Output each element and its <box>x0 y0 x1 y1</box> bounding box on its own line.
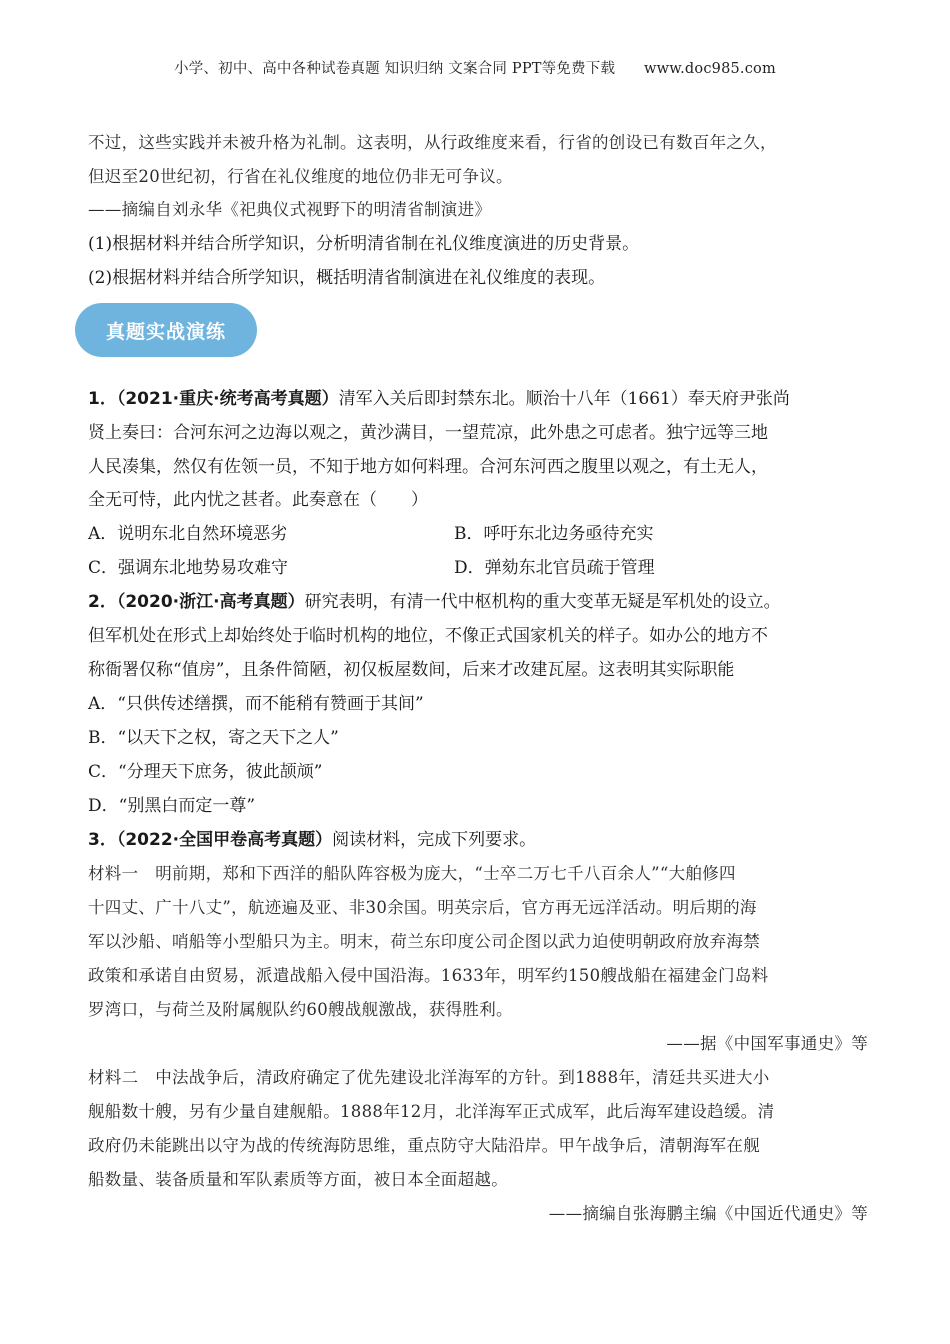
question-tag: （2022·全国甲卷高考真题） <box>116 830 333 850</box>
page-header <box>0 57 950 78</box>
option-a[interactable]: A．“只供传述缮撰，而不能稍有赞画于其间” <box>88 694 424 714</box>
question-text: 称衙署仅称“值房”，且条件简陋，初仅板屋数间，后来才改建瓦屋。这表明其实际职能 <box>88 660 735 680</box>
question-text: 但军机处在形式上却始终处于临时机构的地位，不像正式国家机关的样子。如办公的地方不 <box>88 626 768 646</box>
question-text: 全无可恃，此内忧之甚者。此奏意在（ ） <box>88 490 428 510</box>
sub-question: (1)根据材料并结合所学知识，分析明清省制在礼仪维度演进的历史背景。 <box>88 234 640 254</box>
sub-question: (2)根据材料并结合所学知识，概括明清省制演进在礼仪维度的表现。 <box>88 268 606 288</box>
header-site-text: 小学、初中、高中各种试卷真题 知识归纳 文案合同 PPT等免费下载 <box>174 61 616 77</box>
option-b[interactable]: B．呼吁东北边务亟待充实 <box>454 524 654 544</box>
question-text: 阅读材料，完成下列要求。 <box>332 830 537 850</box>
material-line: 罗湾口，与荷兰及附属舰队约60艘战舰激战，获得胜利。 <box>88 1000 513 1019</box>
question-number: 1． <box>88 389 117 409</box>
option-c[interactable]: C．“分理天下庶务，彼此颉颃” <box>88 762 323 782</box>
question-text: 人民凑集，然仅有佐领一员，不知于地方如何料理。合河东河西之腹里以观之，有土无人， <box>88 457 768 477</box>
material-line: 军以沙船、哨船等小型船只为主。明末，荷兰东印度公司企图以武力迫使明朝政府放弃海禁 <box>88 932 760 951</box>
source-citation: ——摘编自张海鹏主编《中国近代通史》等 <box>548 1204 868 1223</box>
option-d[interactable]: D．“别黑白而定一尊” <box>88 796 256 816</box>
question-text: 贤上奏曰：合河东河之边海以观之，黄沙满目，一望荒凉，此外患之可虑者。独宁远等三地 <box>88 423 768 443</box>
material-line: 材料二 中法战争后，清政府确定了优先建设北洋海军的方针。到1888年，清廷共买进大小 <box>88 1068 770 1087</box>
source-citation: ——摘编自刘永华《祀典仪式视野下的明清省制演进》 <box>88 200 492 219</box>
question-3 <box>88 828 868 852</box>
material-line: 政府仍未能跳出以守为战的传统海防思维，重点防守大陆沿岸。甲午战争后，清朝海军在舰 <box>88 1136 760 1155</box>
paragraph-line: 不过，这些实践并未被升格为礼制。这表明，从行政维度来看，行省的创设已有数百年之久， <box>88 133 777 152</box>
material-line: 舰船数十艘，另有少量自建舰船。1888年12月，北洋海军正式成军，此后海军建设趋缓。清 <box>88 1102 775 1121</box>
material-line: 船数量、装备质量和军队素质等方面，被日本全面超越。 <box>88 1170 508 1189</box>
question-1 <box>88 387 868 411</box>
question-number: 3． <box>88 830 117 850</box>
question-tag: （2020·浙江·高考真题） <box>116 592 305 612</box>
question-2 <box>88 590 868 614</box>
paragraph-line: 但迟至20世纪初，行省在礼仪维度的地位仍非无可争议。 <box>88 167 513 186</box>
question-number: 2． <box>88 592 117 612</box>
option-a[interactable]: A．说明东北自然环境恶劣 <box>88 524 288 544</box>
material-line: 十四丈、广十八丈”，航迹遍及亚、非30余国。明英宗后，官方再无远洋活动。明后期的海 <box>88 898 757 917</box>
question-text: 清军入关后即封禁东北。顺治十八年（1661）奉天府尹张尚 <box>338 389 790 409</box>
section-label: 真题实战演练 <box>75 303 257 357</box>
source-citation: ——据《中国军事通史》等 <box>666 1034 868 1053</box>
header-site-url[interactable]: www.doc985.com <box>644 61 776 77</box>
question-text: 研究表明，有清一代中枢机构的重大变革无疑是军机处的设立。 <box>304 592 781 612</box>
question-tag: （2021·重庆·统考高考真题） <box>116 389 339 409</box>
option-c[interactable]: C．强调东北地势易攻难守 <box>88 558 289 578</box>
material-line: 材料一 明前期，郑和下西洋的船队阵容极为庞大，“士卒二万七千八百余人”“大舶修四 <box>88 864 736 883</box>
material-line: 政策和承诺自由贸易，派遣战船入侵中国沿海。1633年，明军约150艘战船在福建金门岛料 <box>88 966 769 985</box>
option-d[interactable]: D．弹劾东北官员疏于管理 <box>454 558 655 578</box>
option-b[interactable]: B．“以天下之权，寄之天下之人” <box>88 728 339 748</box>
